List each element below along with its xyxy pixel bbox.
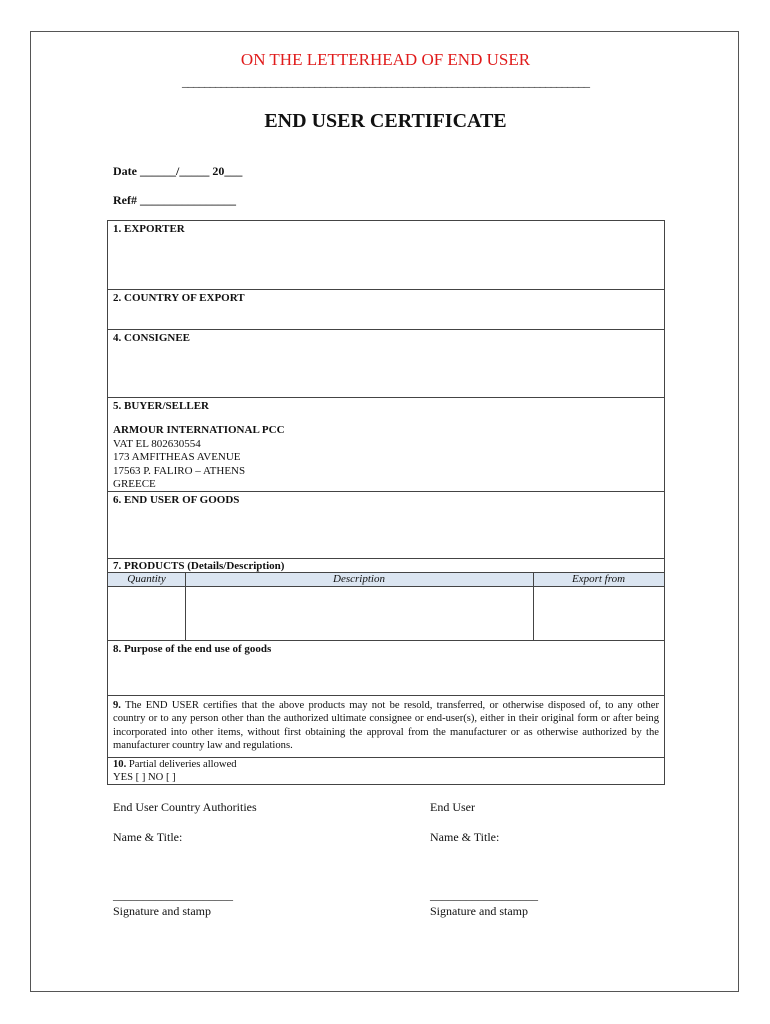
partial-label: Partial deliveries allowed: [126, 759, 237, 770]
buyer-street: 173 AMFITHEAS AVENUE: [113, 451, 241, 463]
certification-text: [113, 699, 659, 753]
exporter-label: 1. EXPORTER: [113, 223, 185, 235]
buyer-vat: VAT EL 802630554: [113, 437, 201, 450]
end-user-heading: End User: [430, 800, 475, 814]
document-page: [30, 31, 739, 992]
buyer-country: GREECE: [113, 478, 156, 490]
ref-field[interactable]: Ref# ________________: [113, 193, 236, 207]
export-from-cell[interactable]: [534, 587, 664, 640]
partial-deliveries-section: [108, 758, 664, 784]
letterhead-note: ON THE LETTERHEAD OF END USER: [240, 50, 531, 69]
authorities-heading: End User Country Authorities: [113, 800, 257, 814]
partial-deliveries: [113, 759, 659, 784]
authorities-name-title[interactable]: Name & Title:: [113, 830, 183, 844]
exporter-section[interactable]: [108, 221, 664, 290]
purpose-section[interactable]: [108, 641, 664, 696]
col-export-from: Export from: [571, 573, 626, 585]
products-label: 7. PRODUCTS (Details/Description): [113, 560, 285, 572]
authorities-signature-line[interactable]: ____________________: [113, 888, 233, 902]
products-section: [108, 559, 664, 641]
partial-options[interactable]: YES [ ] NO [ ]: [113, 771, 176, 783]
date-field[interactable]: Date ______/_____ 20___: [113, 164, 243, 178]
authorities-signature-caption: Signature and stamp: [113, 904, 211, 918]
consignee-section[interactable]: [108, 330, 664, 398]
country-of-export-section[interactable]: [108, 290, 664, 330]
buyer-seller-section: [108, 398, 664, 492]
end-user-name-title[interactable]: Name & Title:: [430, 830, 500, 844]
products-table: [108, 572, 664, 640]
end-user-signature-line[interactable]: __________________: [430, 888, 538, 902]
purpose-label: 8. Purpose of the end use of goods: [113, 643, 272, 655]
buyer-address: [113, 424, 285, 492]
country-of-export-label: 2. COUNTRY OF EXPORT: [113, 292, 245, 304]
description-cell[interactable]: [186, 587, 533, 640]
buyer-city: 17563 P. FALIRO – ATHENS: [113, 464, 246, 477]
col-description: Description: [333, 573, 385, 585]
partial-number: 10.: [113, 759, 127, 770]
consignee-label: 4. CONSIGNEE: [113, 332, 191, 344]
letterhead-rule: __________________________________________________________________________: [182, 74, 589, 89]
document-title: END USER CERTIFICATE: [264, 110, 507, 132]
buyer-seller-label: 5. BUYER/SELLER: [113, 400, 209, 412]
certification-body: The END USER certifies that the above products may not be resold, transferred, or otherwise disposed of, to any other country or to any person other than the authorized ultimate consignee or end-user(s), either in their original form or after being incorporated into other items, without first obtaining the approval from the manufacturer or as otherwise authorized by the manufacturer country law and regulations.: [113, 700, 659, 752]
certificate-form: [107, 220, 665, 785]
quantity-cell[interactable]: [108, 587, 185, 640]
end-user-label: 6. END USER OF GOODS: [113, 494, 240, 506]
buyer-name: ARMOUR INTERNATIONAL PCC: [113, 424, 285, 436]
certification-section: [108, 696, 664, 758]
products-header-row: [108, 572, 664, 587]
end-user-section[interactable]: [108, 492, 664, 559]
certification-number: 9.: [113, 700, 121, 711]
col-quantity: Quantity: [127, 573, 166, 585]
end-user-signature-caption: Signature and stamp: [430, 904, 528, 918]
